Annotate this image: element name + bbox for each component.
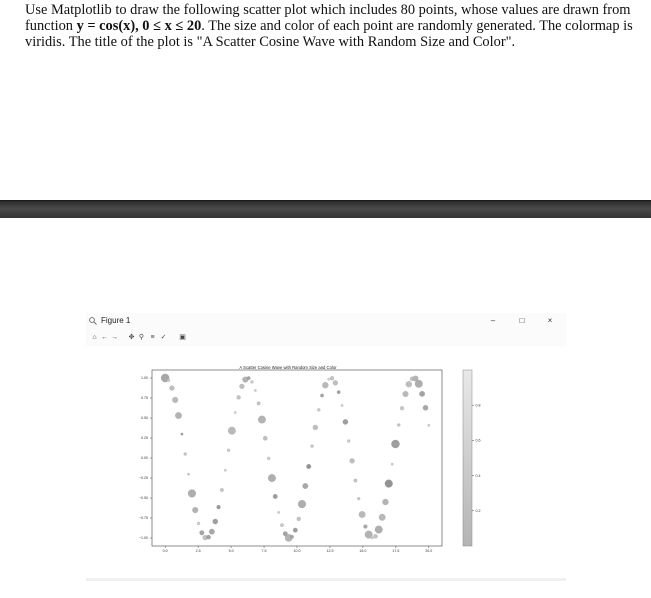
- window-title: Figure 1: [101, 316, 131, 325]
- scatter-point: [298, 500, 306, 508]
- scatter-point: [415, 380, 423, 388]
- scatter-point: [385, 480, 393, 488]
- y-tick-label: −1.00: [138, 536, 148, 541]
- scatter-point: [213, 519, 218, 524]
- scatter-point: [357, 497, 360, 500]
- scatter-point: [371, 537, 373, 539]
- scatter-point: [167, 379, 170, 382]
- scatter-point: [290, 535, 294, 539]
- scatter-point: [257, 402, 261, 406]
- scatter-point: [206, 535, 210, 539]
- scatter-point: [391, 463, 393, 465]
- close-button[interactable]: ×: [547, 316, 553, 325]
- scatter-point: [317, 408, 320, 411]
- x-tick-label: 0.0: [162, 549, 168, 553]
- scatter-point: [239, 384, 244, 389]
- scatter-point: [347, 439, 350, 442]
- scatter-point: [313, 425, 318, 430]
- scatter-point: [423, 405, 428, 410]
- maximize-button[interactable]: □: [519, 316, 525, 325]
- scatter-point: [175, 412, 182, 419]
- scatter-point: [354, 479, 358, 483]
- scatter-point: [337, 390, 341, 394]
- scatter-point: [322, 382, 328, 388]
- scatter-point: [200, 530, 205, 535]
- scatter-point: [277, 511, 279, 513]
- scatter-point: [306, 464, 311, 469]
- separator-bar: [0, 200, 651, 218]
- scatter-point: [234, 411, 236, 413]
- scatter-point: [311, 445, 314, 448]
- x-tick-label: 20.0: [425, 549, 433, 553]
- y-tick-label: 0.75: [141, 396, 148, 401]
- scatter-point: [184, 452, 187, 455]
- scatter-point: [227, 449, 230, 452]
- y-tick-label: −0.50: [138, 496, 148, 501]
- y-tick-label: −0.75: [138, 516, 148, 521]
- y-tick-label: 0.00: [141, 456, 148, 461]
- x-tick-label: 7.5: [261, 549, 267, 553]
- edit-axis-icon[interactable]: ✓: [160, 334, 167, 341]
- chart-title: A Scatter Cosine Wave with Random Size and Color: [239, 365, 337, 370]
- task-prompt: [25, 2, 633, 51]
- y-tick-label: −0.25: [138, 476, 148, 481]
- x-tick-label: 5.0: [228, 549, 234, 553]
- scatter-point: [254, 389, 256, 391]
- scatter-point: [359, 511, 366, 518]
- configure-subplots-icon[interactable]: ≡: [150, 334, 155, 341]
- scatter-point: [333, 380, 338, 385]
- scatter-point: [220, 488, 224, 492]
- prompt-formula: y = cos(x), 0 ≤ x ≤ 20: [76, 18, 202, 35]
- scatter-point: [224, 469, 226, 471]
- scatter-point: [247, 376, 251, 380]
- figure-app-icon: [89, 317, 97, 325]
- scatter-point: [341, 404, 343, 406]
- colorbar-tick-label: 0.2: [475, 509, 481, 513]
- pan-icon[interactable]: ✥: [128, 334, 135, 341]
- colorbar-tick-label: 0.6: [475, 438, 481, 443]
- scatter-point: [263, 436, 267, 440]
- scatter-point: [297, 517, 301, 521]
- y-tick-label: 0.25: [141, 436, 148, 441]
- scatter-point: [268, 474, 276, 482]
- scatter-point: [406, 381, 412, 387]
- scatter-point: [258, 416, 266, 424]
- y-tick-label: 0.50: [141, 416, 148, 421]
- scatter-point: [391, 440, 399, 448]
- scatter-point: [303, 483, 309, 489]
- scatter-point: [400, 406, 404, 410]
- save-figure-icon[interactable]: ▣: [179, 334, 186, 341]
- scatter-point: [192, 507, 198, 513]
- scatter-point: [403, 391, 409, 397]
- scatter-point: [181, 433, 183, 435]
- x-tick-label: 12.5: [326, 549, 334, 553]
- scatter-point: [237, 395, 241, 399]
- navigation-toolbar: [86, 332, 566, 344]
- scatter-point: [187, 473, 189, 475]
- minimize-button[interactable]: –: [490, 316, 496, 325]
- colorbar-tick-label: 0.4: [475, 473, 481, 478]
- scatter-point: [197, 522, 200, 525]
- scatter-point: [320, 394, 324, 398]
- scatter-point: [169, 386, 174, 391]
- scatter-point: [209, 529, 215, 535]
- scatter-point: [379, 514, 386, 521]
- window-titlebar[interactable]: [86, 313, 566, 331]
- scatter-point: [293, 528, 298, 533]
- scatter-point: [397, 423, 400, 426]
- home-icon[interactable]: ⌂: [92, 334, 97, 341]
- x-tick-label: 2.5: [195, 549, 201, 553]
- scatter-point: [375, 526, 383, 534]
- prompt-text-start: Use Matplotlib to draw the following scatter plot which includes 80 points, whose values are drawn from function: [25, 2, 631, 35]
- scatter-point: [328, 378, 330, 380]
- colorbar: [463, 370, 472, 546]
- scatter-point: [419, 391, 425, 397]
- status-bar: [86, 578, 566, 581]
- scatter-point: [172, 397, 178, 403]
- scatter-chart: [86, 346, 566, 578]
- x-tick-label: 10.0: [293, 549, 301, 553]
- scatter-point: [363, 525, 367, 529]
- scatter-point: [273, 494, 278, 499]
- scatter-point: [428, 424, 430, 426]
- back-arrow-icon[interactable]: ←: [101, 334, 108, 341]
- figure-canvas[interactable]: [86, 346, 566, 578]
- scatter-point: [382, 499, 388, 505]
- scatter-point: [217, 505, 221, 509]
- scatter-point: [228, 427, 236, 435]
- scatter-point: [188, 490, 196, 498]
- scatter-point: [267, 457, 270, 460]
- figure-window: [86, 313, 566, 581]
- forward-arrow-icon[interactable]: →: [111, 334, 118, 341]
- scatter-point: [330, 376, 334, 380]
- y-tick-label: 1.00: [141, 376, 148, 381]
- zoom-icon[interactable]: ⚲: [138, 334, 145, 341]
- colorbar-tick-label: 0.8: [475, 403, 481, 408]
- scatter-point: [350, 458, 355, 463]
- prompt-text-end: . The size and color of each point are randomly generated. The colormap is viridis. The title of the plot is "A Scatter Cosine Wave with Random Size and Color".: [25, 18, 633, 51]
- scatter-point: [343, 419, 348, 424]
- scatter-point: [280, 523, 284, 527]
- scatter-point: [250, 380, 253, 383]
- scatter-point: [373, 534, 377, 538]
- x-tick-label: 17.5: [392, 549, 400, 553]
- x-tick-label: 15.0: [359, 549, 367, 553]
